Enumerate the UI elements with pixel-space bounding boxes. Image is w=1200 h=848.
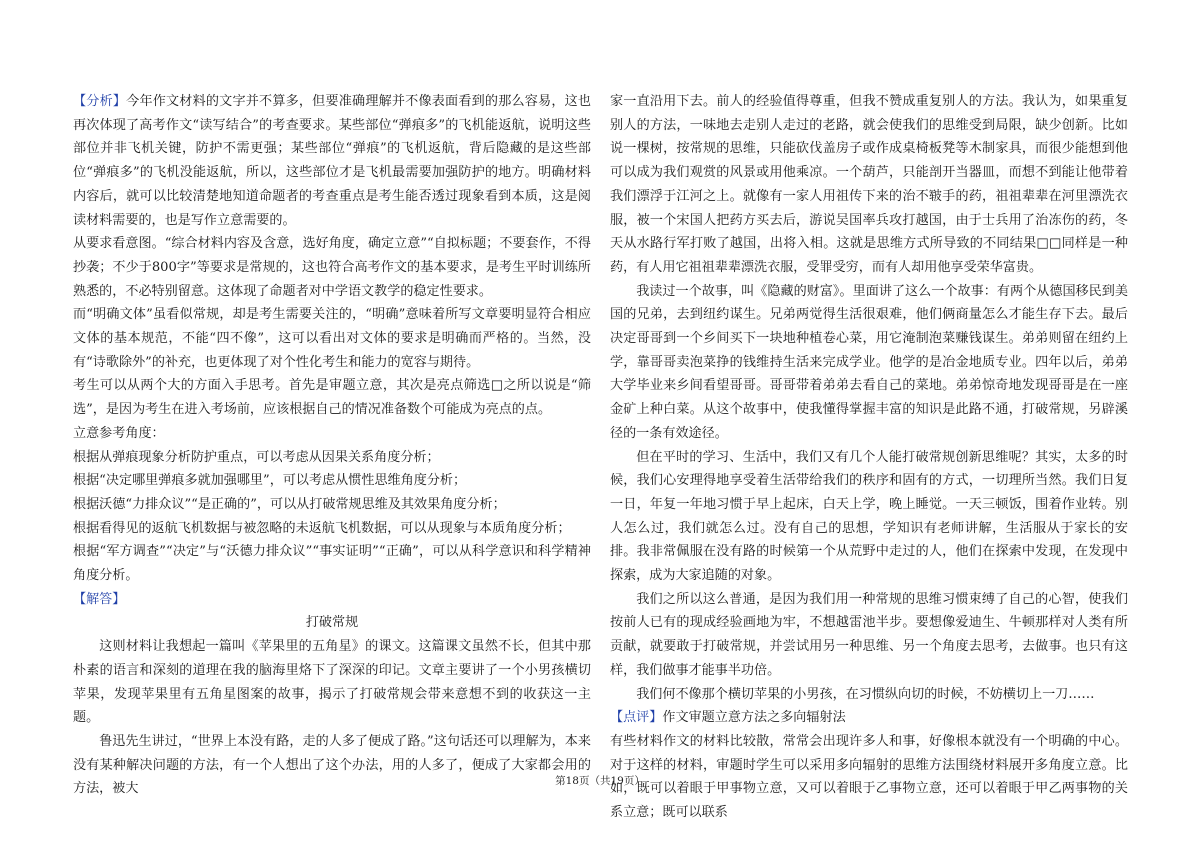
angle-item: 根据看得见的返航飞机数据与被忽略的未返航飞机数据，可以从现象与本质角度分析；	[73, 520, 571, 536]
angle-item: 根据沃德“力排众议”“是正确的”，可以从打破常规思维及其效果角度分析；	[73, 496, 506, 512]
comment-heading	[610, 706, 1128, 730]
analysis-text: 今年作文材料的文字并不算多，但要准确理解并不像表面看到的那么容易，这也再次体现了高考作文“读写结合”的考查要求。某些部位“弹痕多”的飞机能返航，说明这些部位并非飞机关键，防护不需更强；某些部位“弹痕”的飞机返航，背后隐藏的是这些部位“弹痕多”的飞机没能返航，所以，这些部位才是飞机最需要加强防护的地方。明确材料内容后，就可以比较清楚地知道命题者的考查重点是考生能否透过现象看到本质，这是阅读材料需要的，也是写作立意需要的。	[73, 94, 592, 228]
essay-paragraph-2: 鲁迅先生讲过，“世界上本没有路，走的人多了便成了路。”这句话还可以理解为，本来没有某种解决问题的方法，有一个人想出了这个办法，用的人多了，便成了大家都会用的方法，被大	[73, 733, 591, 797]
essay-title: 打破常规	[305, 615, 359, 631]
comment-text: 有些材料作文的材料比较散，常常会出现许多人和事，好像根本就没有一个明确的中心。对于这样的材料，审题时学生可以采用多向辐射的思维方法围绕材料展开多角度立意。比如，既可以着眼于甲事物立意，又可以着眼于乙事物立意，还可以着眼于甲乙两事物的关系立意；既可以联系	[610, 733, 1128, 821]
angle-item: 根据“军方调查”“决定”与“沃德力排众议”“事实证明”“正确”，可以从科学意识和科学精神角度分析。	[73, 544, 591, 584]
answer-tag: 【解答】	[73, 591, 126, 607]
angle-item: 根据从弹痕现象分析防护重点，可以考虑从因果关系角度分析；	[73, 449, 440, 465]
requirement-paragraph-2: 而“明确文体”虽看似常规，却是考生需要关注的，“明确”意味着所写文章要明显符合相应文体的基本规范，不能“四不像”，这可以看出对文体的要求是明确而严格的。当然，没有“诗歌除外”的补充，也更体现了对个性化考生和能力的宽容与期待。	[73, 307, 591, 370]
angles-heading: 立意参考角度：	[73, 425, 165, 441]
essay-paragraph-1: 这则材料让我想起一篇叫《苹果里的五角星》的课文。这篇课文虽然不长，但其中那朴素的语言和深刻的道理在我的脑海里烙下了深深的印记。文章主要讲了一个小男孩横切苹果，发现苹果里有五角星图案的故事，揭示了打破常规会带来意想不到的收获这一主题。	[73, 639, 591, 726]
essay-continuation-1: 家一直沿用下去。前人的经验值得尊重，但我不赞成重复别人的方法。我认为，如果重复别人的方法，一味地去走别人走过的老路，就会使我们的思维受到局限，缺少创新。比如说一棵树，按常规的思维，只能砍伐盖房子或作成桌椅板凳等木制家具，而很少能想到他可以成为我们观赏的风景或用他乘凉。一个葫芦，只能剖开当器皿，而想不到能让他带着我们漂浮于江河之上。就像有一家人用祖传下来的治不皲手的药，祖祖辈辈在河里漂洗衣服，被一个宋国人把药方买去后，游说吴国率兵攻打越国，由于士兵用了治冻伤的药，冬天从水路行军打败了越国，出将入相。这就是思维方式所导致的不同结果□□同样是一种药，有人用它祖祖辈辈漂洗衣服，受罪受穷，而有人却用他享受荣华富贵。	[610, 94, 1128, 275]
right-column	[610, 90, 1128, 825]
analysis-tag: 【分析】	[73, 94, 127, 109]
requirement-paragraph-1: 从要求看意图。“综合材料内容及含意，选好角度，确定立意”“自拟标题；不要套作，不得抄袭；不少于800字”等要求是常规的，这也符合高考作文的基本要求，是考生平时训练所熟悉的，不必特别留意。这体现了命题者对中学语文教学的稳定性要求。	[73, 236, 591, 299]
essay-continuation-5: 我们何不像那个横切苹果的小男孩，在习惯纵向切的时候，不妨横切上一刀……	[636, 686, 1095, 702]
left-column	[73, 90, 591, 801]
analysis-paragraph	[73, 90, 591, 232]
angle-item: 根据“决定哪里弹痕多就加强哪里”，可以考虑从惯性思维角度分析；	[73, 473, 467, 489]
requirement-paragraph-3: 考生可以从两个大的方面入手思考。首先是审题立意，其次是亮点筛选□之所以说是“筛选”，是因为考生在进入考场前，应该根据自己的情况准备数个可能成为亮点的点。	[73, 378, 591, 418]
page-footer: 第18页（共19页）	[555, 775, 645, 787]
essay-continuation-4: 我们之所以这么普通，是因为我们用一种常规的思维习惯束缚了自己的心智，使我们按前人已有的现成经验画地为牢，不想越雷池半步。要想像爱迪生、牛顿那样对人类有所贡献，就要敢于打破常规，并尝试用另一种思维、另一个角度去思考，去做事。也只有这样，我们做事才能事半功倍。	[610, 591, 1128, 678]
comment-tag: 【点评】	[610, 710, 663, 726]
comment-title: 作文审题立意方法之多向辐射法	[662, 710, 846, 726]
essay-continuation-2: 我读过一个故事，叫《隐藏的财富》。里面讲了这么一个故事：有两个从德国移民到美国的兄弟，去到纽约谋生。兄弟两觉得生活很艰难，他们俩商量怎么才能生存下去。最后决定哥哥到一个乡间买下一块地种植卷心菜，用它淹制泡菜赚钱谋生。弟弟则留在纽约上学，靠哥哥卖泡菜挣的钱维持生活来完成学业。他学的是冶金地质专业。四年以后，弟弟大学毕业来乡间看望哥哥。哥哥带着弟弟去看自己的菜地。弟弟惊奇地发现哥哥是在一座金矿上种白菜。从这个故事中，使我懂得掌握丰富的知识是此路不通，打破常规，另辟溪径的一条有效途径。	[610, 283, 1128, 441]
essay-continuation-3: 但在平时的学习、生活中，我们又有几个人能打破常规创新思维呢？其实，太多的时候，我们心安理得地享受着生活带给我们的秩序和固有的方式，一切理所当然。我们日复一日，年复一年地习惯于早上起床，白天上学，晚上睡觉。一天三顿饭，围着作业转。别人怎么过，我们就怎么过。没有自己的思想，学知识有老师讲解，生活服从于家长的安排。我非常佩服在没有路的时候第一个从荒野中走过的人，他们在探索中发现，在发现中探索，成为大家追随的对象。	[610, 449, 1128, 584]
